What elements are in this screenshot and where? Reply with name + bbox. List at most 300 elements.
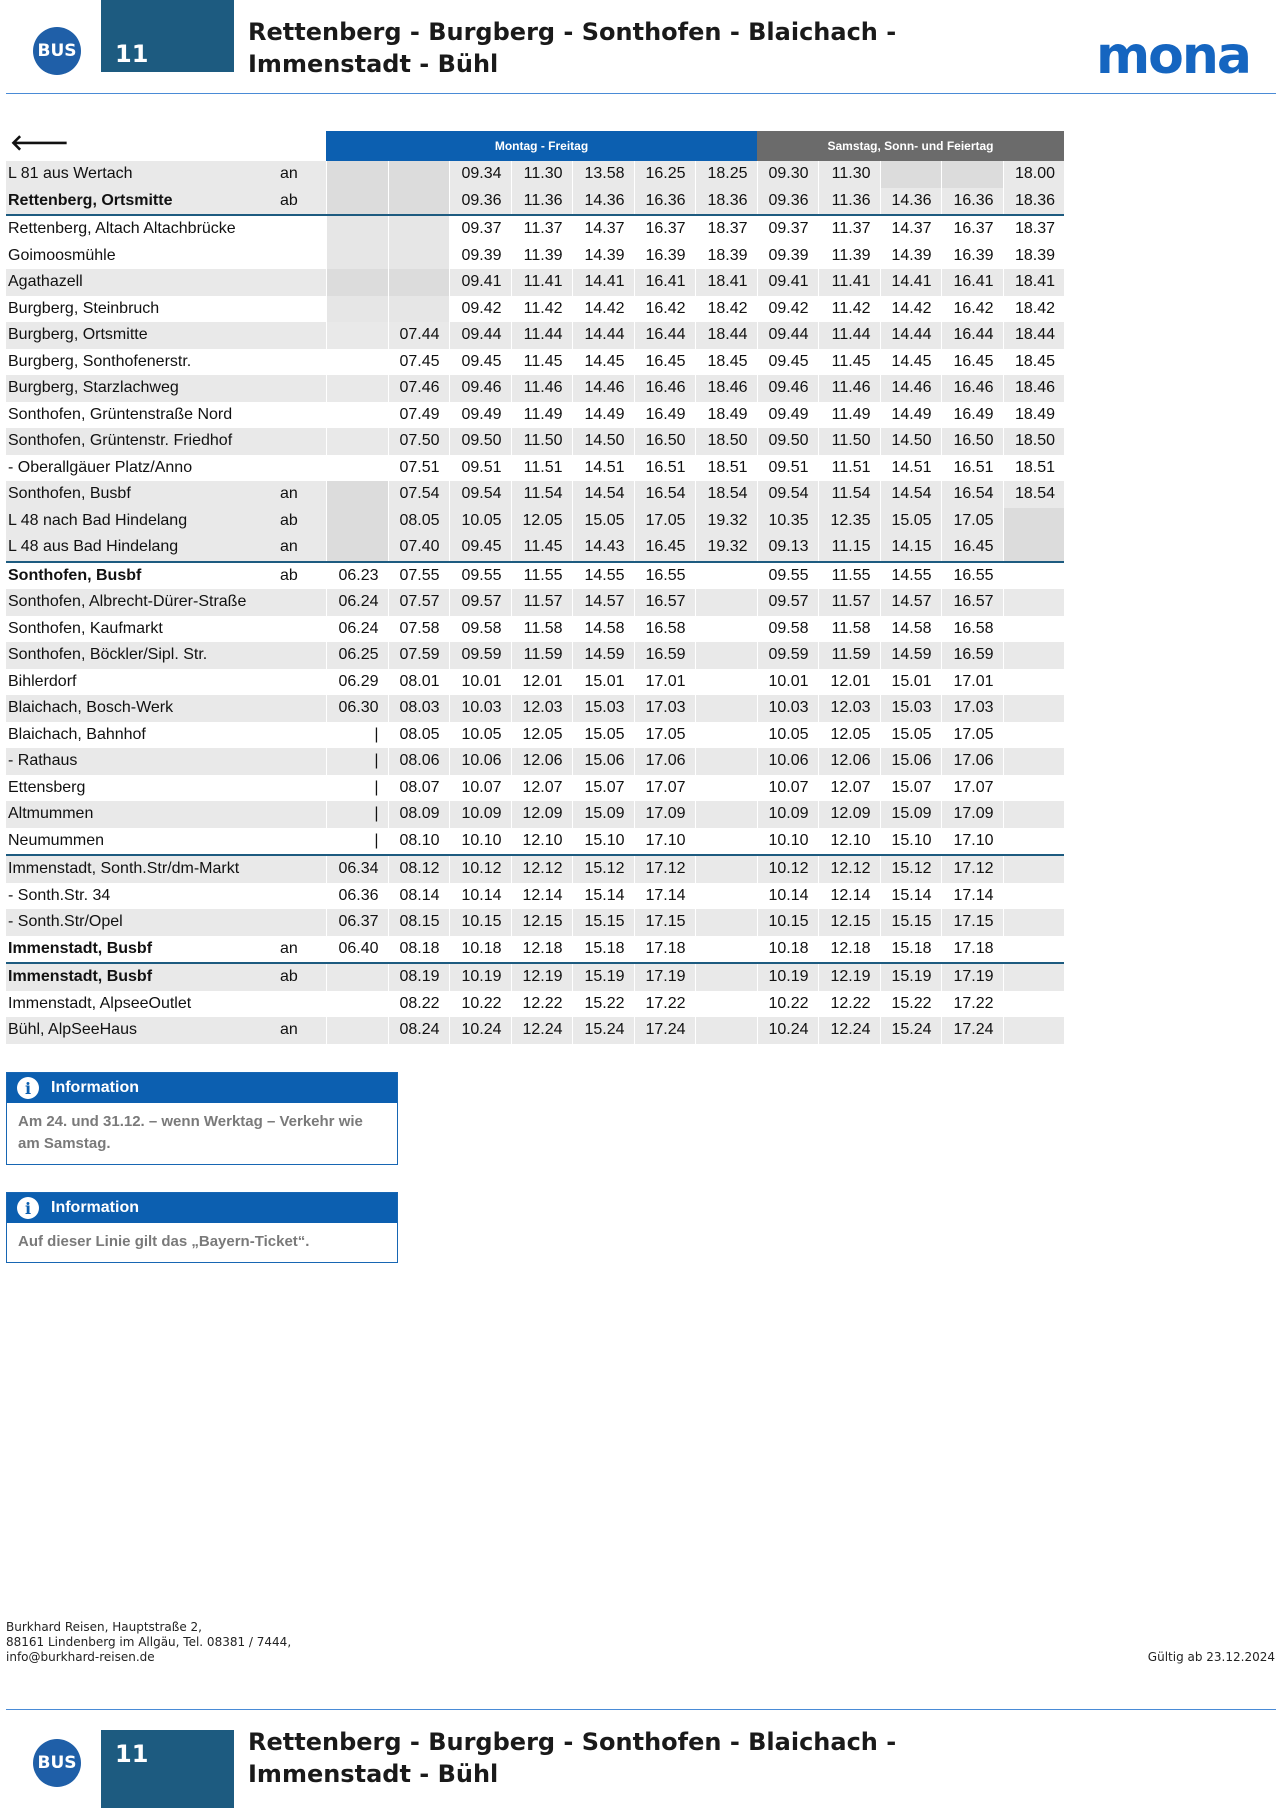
departure-time — [326, 243, 388, 270]
stop-name: Sonthofen, Busbf — [6, 481, 278, 508]
departure-time: 14.59 — [572, 642, 634, 669]
departure-time — [1003, 991, 1064, 1018]
departure-time: 17.15 — [941, 909, 1003, 936]
departure-time — [1003, 801, 1064, 828]
departure-time: 15.18 — [572, 936, 634, 964]
table-row — [6, 243, 1064, 270]
departure-time: 12.24 — [818, 1017, 880, 1044]
departure-time — [695, 909, 757, 936]
arrival-departure-flag — [278, 455, 326, 482]
stop-name: Sonthofen, Albrecht-Dürer-Straße — [6, 589, 278, 616]
departure-time: 17.07 — [941, 775, 1003, 802]
departure-time: 14.55 — [572, 562, 634, 590]
departure-time: 10.01 — [757, 669, 818, 696]
table-row — [6, 322, 1064, 349]
departure-time: 15.24 — [572, 1017, 634, 1044]
departure-time: 16.57 — [941, 589, 1003, 616]
departure-time: 14.49 — [572, 402, 634, 429]
departure-time: 18.36 — [695, 188, 757, 216]
departure-time — [388, 215, 449, 243]
departure-time: 14.51 — [880, 455, 941, 482]
departure-time: 11.46 — [511, 375, 572, 402]
departure-time: 14.49 — [880, 402, 941, 429]
departure-time: 12.14 — [511, 883, 572, 910]
departure-time: 16.25 — [634, 161, 695, 188]
stop-name: Rettenberg, Altach Altachbrücke — [6, 215, 278, 243]
departure-time: 08.19 — [388, 963, 449, 991]
table-row — [6, 534, 1064, 562]
departure-time: 10.07 — [449, 775, 511, 802]
departure-time — [326, 322, 388, 349]
departure-time: 12.24 — [511, 1017, 572, 1044]
line-number: 11 — [115, 1740, 149, 1768]
departure-time: 15.09 — [572, 801, 634, 828]
departure-time — [695, 669, 757, 696]
departure-time: 16.54 — [941, 481, 1003, 508]
departure-time: 14.54 — [880, 481, 941, 508]
departure-time: 17.18 — [941, 936, 1003, 964]
departure-time — [326, 296, 388, 323]
departure-time: 11.42 — [511, 296, 572, 323]
departure-time: 18.39 — [695, 243, 757, 270]
departure-time: 11.57 — [818, 589, 880, 616]
arrival-departure-flag — [278, 991, 326, 1018]
departure-time: 09.44 — [449, 322, 511, 349]
departure-time: 16.57 — [634, 589, 695, 616]
arrival-departure-flag — [278, 428, 326, 455]
stop-name: - Sonth.Str/Opel — [6, 909, 278, 936]
stop-name: Sonthofen, Kaufmarkt — [8, 619, 163, 637]
table-row — [6, 801, 1064, 828]
departure-time: 07.45 — [388, 349, 449, 376]
departure-time — [695, 775, 757, 802]
arrival-departure-flag — [278, 669, 326, 696]
departure-time: 15.01 — [880, 669, 941, 696]
departure-time: 18.46 — [695, 375, 757, 402]
departure-time: 16.41 — [941, 269, 1003, 296]
departure-time: 14.43 — [572, 534, 634, 562]
departure-time: 11.39 — [818, 243, 880, 270]
table-row — [6, 642, 1064, 669]
departure-time: 15.05 — [572, 722, 634, 749]
departure-time: 10.05 — [449, 722, 511, 749]
info-box-header — [7, 1193, 397, 1223]
table-row — [6, 375, 1064, 402]
table-row — [6, 936, 1064, 964]
departure-time: 07.55 — [388, 562, 449, 590]
departure-time: 06.30 — [326, 695, 388, 722]
departure-time: 06.34 — [326, 855, 388, 883]
table-row — [6, 188, 1064, 216]
arrival-departure-flag — [278, 909, 326, 936]
departure-time: 16.54 — [634, 481, 695, 508]
departure-time — [695, 828, 757, 856]
departure-time: 09.49 — [449, 402, 511, 429]
departure-time — [1003, 909, 1064, 936]
departure-time: 12.14 — [818, 883, 880, 910]
departure-time: 09.46 — [449, 375, 511, 402]
departure-time: 16.50 — [941, 428, 1003, 455]
departure-time: 16.37 — [634, 215, 695, 243]
departure-time: 07.54 — [388, 481, 449, 508]
arrival-departure-flag: an — [278, 161, 326, 188]
departure-time: 16.59 — [634, 642, 695, 669]
departure-time: 14.39 — [572, 243, 634, 270]
stop-name: Agathazell — [6, 269, 278, 296]
departure-time: 14.54 — [572, 481, 634, 508]
departure-time — [388, 161, 449, 188]
departure-time: 10.18 — [757, 936, 818, 964]
departure-time: 08.12 — [388, 855, 449, 883]
departure-time: 09.39 — [757, 243, 818, 270]
departure-time — [695, 589, 757, 616]
info-box-text: Am 24. und 31.12. – wenn Werktag – Verkehr wie am Samstag. — [18, 1113, 363, 1152]
departure-time: 17.12 — [634, 855, 695, 883]
stop-name: Sonthofen, Busbf — [6, 562, 278, 590]
arrival-departure-flag — [278, 722, 326, 749]
departure-time: 09.45 — [449, 534, 511, 562]
departure-time: 16.36 — [634, 188, 695, 216]
departure-time: 14.46 — [572, 375, 634, 402]
departure-time — [695, 642, 757, 669]
departure-time: 14.41 — [572, 269, 634, 296]
arrival-departure-flag: an — [278, 1017, 326, 1044]
departure-time: 18.37 — [695, 215, 757, 243]
route-title — [248, 16, 896, 80]
arrival-departure-flag: an — [280, 939, 298, 957]
departure-time: 12.06 — [511, 748, 572, 775]
departure-time: 11.44 — [818, 322, 880, 349]
departure-time: 17.06 — [941, 748, 1003, 775]
stop-name: Bihlerdorf — [8, 672, 77, 690]
departure-time — [388, 296, 449, 323]
table-row — [6, 748, 1064, 775]
departure-time: 10.18 — [449, 936, 511, 964]
departure-time: 16.44 — [634, 322, 695, 349]
departure-time: 11.55 — [511, 562, 572, 590]
departure-time: 17.03 — [941, 695, 1003, 722]
departure-time: 17.09 — [941, 801, 1003, 828]
departure-time: 17.05 — [634, 722, 695, 749]
departure-time: 12.10 — [818, 828, 880, 856]
departure-time: 10.22 — [757, 991, 818, 1018]
page-footer-header — [0, 1712, 1280, 1808]
route-title — [248, 1726, 896, 1790]
departure-time: 08.05 — [388, 508, 449, 535]
departure-time: 16.46 — [941, 375, 1003, 402]
departure-time — [1003, 669, 1064, 696]
table-row — [6, 616, 1064, 643]
table-row — [6, 828, 1064, 856]
arrival-departure-flag — [278, 855, 326, 883]
departure-time: 09.59 — [449, 642, 511, 669]
departure-time: 17.24 — [634, 1017, 695, 1044]
departure-time — [326, 402, 388, 429]
departure-time: 16.36 — [941, 188, 1003, 216]
departure-time — [326, 428, 388, 455]
departure-time: 17.10 — [941, 828, 1003, 856]
departure-time: 11.55 — [818, 562, 880, 590]
departure-time: 14.59 — [880, 642, 941, 669]
table-row — [6, 722, 1064, 749]
departure-time: 18.37 — [1003, 215, 1064, 243]
departure-time: 08.05 — [388, 722, 449, 749]
departure-time: 07.51 — [388, 455, 449, 482]
table-row — [6, 215, 1064, 243]
arrival-departure-flag — [278, 775, 326, 802]
departure-time: 06.37 — [326, 909, 388, 936]
operator-address-line1: Burkhard Reisen, Hauptstraße 2, — [6, 1620, 202, 1634]
departure-time: 16.59 — [941, 642, 1003, 669]
departure-time: 17.09 — [634, 801, 695, 828]
departure-time: 09.46 — [757, 375, 818, 402]
departure-time: | — [326, 828, 388, 856]
route-title-line2: Immenstadt - Bühl — [248, 50, 499, 78]
stop-name: Sonthofen, Grüntenstr. Friedhof — [6, 428, 278, 455]
departure-time — [695, 801, 757, 828]
arrival-departure-flag — [278, 402, 326, 429]
departure-time: 10.15 — [449, 909, 511, 936]
route-title-line2: Immenstadt - Bühl — [248, 1760, 499, 1788]
departure-time: 14.44 — [880, 322, 941, 349]
departure-time: 11.45 — [818, 349, 880, 376]
departure-time: 16.45 — [634, 534, 695, 562]
departure-time: 10.03 — [449, 695, 511, 722]
departure-time: 07.58 — [388, 616, 449, 643]
bus-badge: BUS — [33, 27, 81, 75]
arrival-departure-flag: an — [278, 534, 326, 562]
table-row — [6, 669, 1064, 696]
departure-time: 09.42 — [449, 296, 511, 323]
departure-time — [1003, 1017, 1064, 1044]
departure-time: 09.44 — [757, 322, 818, 349]
departure-time: 12.06 — [818, 748, 880, 775]
table-row — [6, 349, 1064, 376]
departure-time: 16.46 — [634, 375, 695, 402]
departure-time: 15.01 — [572, 669, 634, 696]
arrival-departure-flag — [278, 828, 326, 856]
departure-time: 08.09 — [388, 801, 449, 828]
table-row — [6, 455, 1064, 482]
departure-time: 18.41 — [695, 269, 757, 296]
departure-time: 16.39 — [634, 243, 695, 270]
departure-time — [695, 616, 757, 643]
arrival-departure-flag — [278, 801, 326, 828]
departure-time — [695, 722, 757, 749]
departure-time: 12.19 — [818, 963, 880, 991]
departure-time: 09.57 — [449, 589, 511, 616]
arrival-departure-flag — [278, 349, 326, 376]
mona-logo: mona — [1095, 26, 1250, 86]
departure-time: 09.13 — [757, 534, 818, 562]
departure-time: 07.40 — [388, 534, 449, 562]
departure-time: 09.58 — [449, 616, 511, 643]
operator-address — [6, 1620, 291, 1665]
departure-time — [326, 161, 388, 188]
departure-time: 11.45 — [511, 534, 572, 562]
departure-time: 17.19 — [634, 963, 695, 991]
table-row — [6, 562, 1064, 590]
departure-time: 16.49 — [634, 402, 695, 429]
departure-time: 10.12 — [757, 855, 818, 883]
departure-time: 19.32 — [695, 508, 757, 535]
departure-time: 18.54 — [1003, 481, 1064, 508]
departure-time: 10.09 — [449, 801, 511, 828]
departure-time: 18.54 — [695, 481, 757, 508]
departure-time: 16.39 — [941, 243, 1003, 270]
departure-time: 06.40 — [326, 936, 388, 964]
departure-time: 18.44 — [1003, 322, 1064, 349]
departure-time: 08.24 — [388, 1017, 449, 1044]
departure-time: 11.51 — [818, 455, 880, 482]
departure-time: 12.22 — [818, 991, 880, 1018]
departure-time — [695, 883, 757, 910]
stop-name: Immenstadt, Busbf — [6, 963, 278, 991]
departure-time — [1003, 642, 1064, 669]
arrival-departure-flag — [278, 243, 326, 270]
departure-time: | — [326, 722, 388, 749]
stop-name: Sonthofen, Grüntenstraße Nord — [8, 405, 233, 423]
departure-time: 09.54 — [449, 481, 511, 508]
departure-time: 11.54 — [818, 481, 880, 508]
departure-time: 09.49 — [757, 402, 818, 429]
stop-name: Sonthofen, Böckler/Sipl. Str. — [6, 642, 278, 669]
arrival-departure-flag — [278, 616, 326, 643]
departure-time: 14.37 — [572, 215, 634, 243]
arrival-departure-flag: ab — [278, 963, 326, 991]
departure-time: 15.07 — [572, 775, 634, 802]
departure-time: 06.36 — [326, 883, 388, 910]
departure-time: 12.18 — [511, 936, 572, 964]
departure-time: 10.07 — [757, 775, 818, 802]
departure-time: 07.46 — [388, 375, 449, 402]
departure-time — [388, 269, 449, 296]
stop-name: - Rathaus — [6, 748, 278, 775]
departure-time: 11.30 — [511, 161, 572, 188]
stop-name: Ettensberg — [8, 778, 86, 796]
departure-time: 07.44 — [388, 322, 449, 349]
departure-time — [326, 375, 388, 402]
departure-time: 15.06 — [880, 748, 941, 775]
departure-time: 09.30 — [757, 161, 818, 188]
departure-time: 11.49 — [511, 402, 572, 429]
departure-time: 12.07 — [511, 775, 572, 802]
table-row — [6, 296, 1064, 323]
departure-time: 10.05 — [757, 722, 818, 749]
departure-time: 12.09 — [818, 801, 880, 828]
departure-time: 11.59 — [818, 642, 880, 669]
departure-time: 10.01 — [449, 669, 511, 696]
departure-time — [326, 534, 388, 562]
departure-time: 15.15 — [572, 909, 634, 936]
departure-time: 11.36 — [818, 188, 880, 216]
departure-time: 14.44 — [572, 322, 634, 349]
departure-time: 11.42 — [818, 296, 880, 323]
departure-time: 11.51 — [511, 455, 572, 482]
departure-time: 17.12 — [941, 855, 1003, 883]
arrival-departure-flag — [278, 589, 326, 616]
departure-time: 15.10 — [572, 828, 634, 856]
bus-badge: BUS — [33, 1739, 81, 1787]
departure-time: 11.46 — [818, 375, 880, 402]
arrival-departure-flag — [278, 375, 326, 402]
departure-time — [695, 936, 757, 964]
departure-time: 11.41 — [818, 269, 880, 296]
departure-time: 09.51 — [449, 455, 511, 482]
stop-name: L 81 aus Wertach — [6, 161, 278, 188]
weekday-group-header: Montag - Freitag — [326, 131, 757, 161]
departure-time: 18.41 — [1003, 269, 1064, 296]
stop-name: Burgberg, Starzlachweg — [6, 375, 278, 402]
table-row — [6, 909, 1064, 936]
departure-time: 14.50 — [880, 428, 941, 455]
departure-time: 08.14 — [388, 883, 449, 910]
departure-time — [1003, 508, 1064, 535]
table-row — [6, 402, 1064, 429]
departure-time: 16.58 — [941, 616, 1003, 643]
departure-time: 17.14 — [634, 883, 695, 910]
departure-time: 11.57 — [511, 589, 572, 616]
departure-time — [326, 963, 388, 991]
departure-time: 09.36 — [449, 188, 511, 216]
departure-time: 16.49 — [941, 402, 1003, 429]
stop-name: Immenstadt, Sonth.Str/dm-Markt — [6, 855, 278, 883]
departure-time: 14.41 — [880, 269, 941, 296]
departure-time: 17.10 — [634, 828, 695, 856]
table-row — [6, 775, 1064, 802]
departure-time: 18.42 — [695, 296, 757, 323]
stop-name: Immenstadt, AlpseeOutlet — [8, 994, 192, 1012]
departure-time: 09.51 — [757, 455, 818, 482]
departure-time: 09.34 — [449, 161, 511, 188]
departure-time: 15.05 — [880, 508, 941, 535]
departure-time: 10.15 — [757, 909, 818, 936]
departure-time — [1003, 534, 1064, 562]
departure-time: 06.23 — [326, 562, 388, 590]
departure-time: 15.22 — [572, 991, 634, 1018]
departure-time: 12.18 — [818, 936, 880, 964]
departure-time: 09.50 — [449, 428, 511, 455]
departure-time: 17.05 — [941, 722, 1003, 749]
departure-time: 10.12 — [449, 855, 511, 883]
departure-time: 17.05 — [941, 508, 1003, 535]
arrival-departure-flag — [278, 642, 326, 669]
departure-time: 17.03 — [634, 695, 695, 722]
departure-time — [1003, 883, 1064, 910]
departure-time: 10.35 — [757, 508, 818, 535]
departure-time: 15.19 — [880, 963, 941, 991]
info-box-ticket — [6, 1192, 398, 1263]
departure-time: 12.22 — [511, 991, 572, 1018]
departure-time — [326, 1017, 388, 1044]
departure-time: 15.22 — [880, 991, 941, 1018]
departure-time: 09.55 — [757, 562, 818, 590]
stop-name: Blaichach, Bosch-Werk — [6, 695, 278, 722]
departure-time: 10.06 — [757, 748, 818, 775]
departure-time — [326, 269, 388, 296]
departure-time — [1003, 748, 1064, 775]
info-icon: i — [17, 1197, 39, 1219]
line-number: 11 — [115, 40, 149, 68]
departure-time: 14.36 — [572, 188, 634, 216]
arrival-departure-flag — [278, 269, 326, 296]
departure-time — [695, 695, 757, 722]
validity-date: Gültig ab 23.12.2024 — [1147, 1650, 1275, 1664]
departure-time: 15.09 — [880, 801, 941, 828]
table-row — [6, 991, 1064, 1018]
operator-address-line2: 88161 Lindenberg im Allgäu, Tel. 08381 / 7444, — [6, 1635, 292, 1649]
departure-time: 09.45 — [757, 349, 818, 376]
